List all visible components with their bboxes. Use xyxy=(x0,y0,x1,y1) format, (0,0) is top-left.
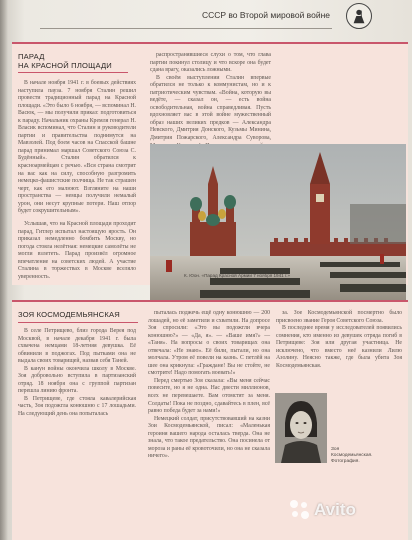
text-column-1b xyxy=(18,221,136,285)
running-title: СССР во Второй мировой войне xyxy=(201,10,330,20)
avito-logo-icon xyxy=(290,500,310,520)
text-column-3 xyxy=(276,310,402,390)
soldier-emblem-icon xyxy=(346,3,372,29)
zoya-portrait-photo xyxy=(275,393,327,463)
portrait-caption-line: Космодемьянская. xyxy=(331,453,373,458)
text-column-2 xyxy=(148,310,270,540)
watermark-text: Avito xyxy=(314,500,356,519)
page-gutter-shadow xyxy=(0,0,8,540)
page-header xyxy=(0,0,412,34)
paragraph: за. Зое Космодемьянской посмертно было присвоено звание Героя Советского Союза. xyxy=(276,310,402,324)
section-title-line2: НА КРАСНОЙ ПЛОЩАДИ xyxy=(18,61,112,70)
paragraph: В начале ноября 1941 г. в боевых действиях наступила пауза. 7 ноября Сталин решил провести традиционный парад на Красной площади. «Это было 6 ноября, — вспоминал Н. Васюк, — мы получили приказ: подготовиться к параду. Начальник охраны Кремля генерал Н. Власик вспоминал, что Сталин и руководители партии и правительства поднимутся на Мавзолей. Под боем часов на Спасской башне парад принимал маршал Советского Союза С. Будённый». Сталин обратился к красноармейцам с речью. «Вся страна смотрит на вас как на силу, способную разгромить немецко-фашистские полчища. Не так страшен черт, как его малюют. Взгляните на наши пространства — немцы получили немалый урон, они несут крупные потери. Наш отпор будет сокрушительным». xyxy=(18,80,136,215)
paragraph: В последнее время у исследователей появились сомнения, кто именно из девушек отряда погиб в Петрищеве: Зоя или другая участница. Не исключено, что вместо неё казнили Лилю Азолину. Неясно также, где была убита Зоя Космодемьянская. xyxy=(276,325,402,369)
text-column-1 xyxy=(18,328,136,540)
paragraph: Услышав, что на Красной площади проходит парад, Гитлер испытал настоящую ярость. Он приказал немедленно бомбить Москву, но погода стояла нелётная: немецкие самолёты не могли взлететь. Парад произвёл огромное впечатление на советских людей. А участие Сталина в торжествах в Москве вселяло уверенность. xyxy=(18,221,136,280)
text-column-1 xyxy=(18,80,136,217)
text-column-2 xyxy=(150,52,271,142)
paragraph: распространявшиеся слухи о том, что глава партии покинул столицу и что вскоре она будет сдана врагу, оказались ложными. xyxy=(150,52,271,74)
paragraph: В своём выступлении Сталин впервые обратился не только к коммунистам, но и к патриотическим чувствам. «Война, которую вы ведёте, — сказал он, — есть война освободительная, война справедливая. Пусть вдохновляет вас в этой войне мужественный образ наших великих предков — Александра Невского, Дмитрия Донского, Кузьмы Минина, Дмитрия Пожарского, Александра Суворова, xyxy=(150,74,271,142)
paragraph: В селе Петрищево, близ города Верея под Москвой, в начале декабря 1941 г. была схвачена немцами 18-летняя девушка. Её обвинили в поджогах. Под пытками она не выдала своих товарищей, назвав себя Таней. xyxy=(18,328,136,365)
title-rule xyxy=(18,72,128,73)
title-rule xyxy=(18,322,138,323)
header-rule xyxy=(40,28,332,29)
section-title-line1: ПАРАД xyxy=(18,52,45,61)
paragraph: Немецкий солдат, присутствовавший на казни Зои Космодемьянской, писал: «Маленькая героиня вашего народа осталась тверда. Она не знала, что такое предательство. Она посинела от мороза и раны её кровоточили, но она не сказала ничего». xyxy=(148,415,270,460)
section-title-box xyxy=(14,52,130,82)
paragraph: В канун войны окончила школу в Москве. Зоя добровольно вступила в партизанский отряд. 18 ноября она с группой партизан перешла линию фронта. xyxy=(18,365,136,395)
paragraph: пыталась поджечь ещё одну конюшню — 200 лошадей, но её заметили и схватили. На допросе Зоя спросили: «Это вы подожгли вчера конюшню?» — «Да, я». — «Ваше имя?» — «Таня». На вопросы о своих товарищах она отвечала: «Не знаю». Её били, пытали, но она молчала. Утром её повели на казнь. С петлёй на шее она крикнула: «Граждане! Вы не стойте, не смотрите! Надо помогать воевать!» xyxy=(148,310,270,377)
portrait-caption-line: Зоя xyxy=(331,447,340,452)
paragraph: Перед смертью Зоя сказала: «Вы меня сейчас повесите, но я не одна. Нас двести миллионов, всех не перевешаете. Вам отомстят за меня. Солдаты! Пока не поздно, сдавайтесь в плен, всё равно победа будет за нами!» xyxy=(148,377,270,415)
avito-watermark xyxy=(290,500,356,520)
portrait-caption-line: Фотография. xyxy=(331,459,360,464)
portrait-caption xyxy=(331,447,391,465)
section-red-square-parade xyxy=(12,42,408,285)
painting-parade-red-square xyxy=(150,144,406,310)
paragraph: В Петрищеве, где стояла кавалерийская часть, Зоя подожгла конюшню с 17 лошадьми. На следующий день она попыталась xyxy=(18,395,136,418)
section-title: ЗОЯ КОСМОДЕМЬЯНСКАЯ xyxy=(18,310,120,319)
painting-caption: К. Юон. «Парад Красной Армии 7 ноября 1941 г.» xyxy=(184,273,290,278)
